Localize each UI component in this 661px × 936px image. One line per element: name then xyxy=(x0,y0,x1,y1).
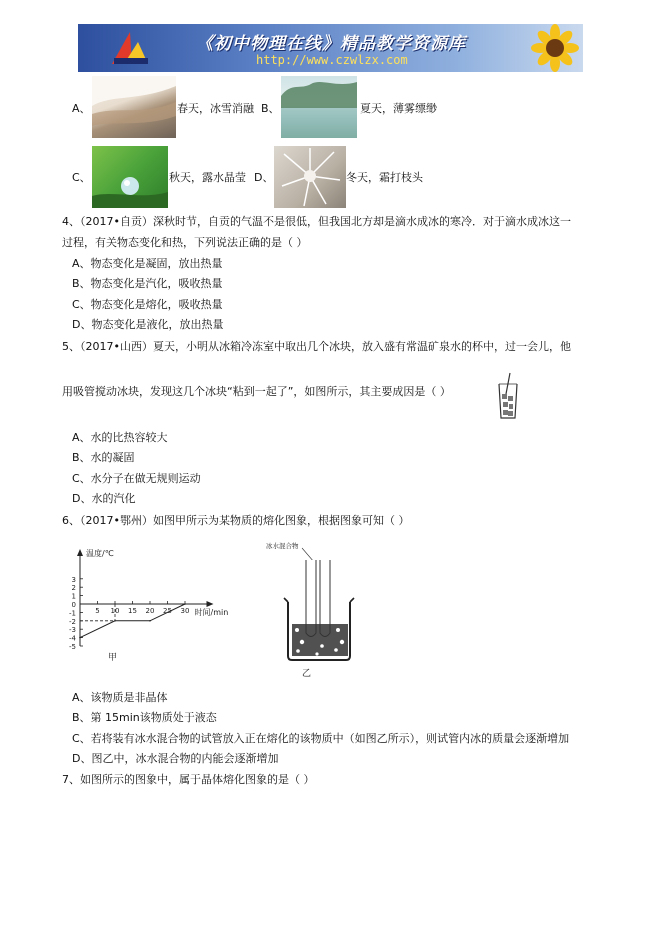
x-tick-label: 20 xyxy=(145,607,155,615)
frost-branch-photo-art xyxy=(274,146,346,208)
frost-branch-photo xyxy=(274,146,346,208)
q4-option-a: A、物态变化是凝固，放出热量 xyxy=(72,257,223,270)
y-tick-label: -4 xyxy=(69,634,76,643)
q5-option-c: C、水分子在做无规则运动 xyxy=(72,472,201,485)
x-tick-label: 15 xyxy=(128,607,137,615)
banner-url: http://www.czwlzx.com xyxy=(256,53,408,67)
y-tick-label: 3 xyxy=(71,575,76,584)
y-tick-label: 2 xyxy=(71,584,76,593)
y-tick-label: -2 xyxy=(69,617,76,626)
q4-stem-line1: 4、（2017•自贡）深秋时节，自贡的气温不是很低，但我国北方却是滴水成冰的寒冷．对于滴水成冰这一 xyxy=(62,215,571,228)
mist-lake-photo xyxy=(281,76,357,138)
y-axis-arrow-icon xyxy=(77,549,83,556)
y-tick-label: -3 xyxy=(69,626,76,635)
q3-option-b-label: B、 xyxy=(261,102,280,115)
y-tick-label: 0 xyxy=(71,601,76,609)
banner-title: 《初中物理在线》精品教学资源库 xyxy=(196,34,466,54)
chart-x-axis-label: 时间/min xyxy=(194,608,229,617)
q5-option-a: A、水的比热容较大 xyxy=(72,431,168,444)
sunflower-image xyxy=(527,24,579,72)
snow-melting-photo-art xyxy=(92,76,176,138)
chart-y-axis-label: 温度/℃ xyxy=(86,549,114,558)
melting-curve-point xyxy=(184,603,186,605)
snow-melting-photo xyxy=(92,76,176,138)
site-logo-icon xyxy=(108,28,152,68)
q7-stem: 7、如图所示的图象中，属于晶体熔化图象的是（ ） xyxy=(62,773,315,786)
y-tick-label: -1 xyxy=(69,609,76,618)
q6-stem: 6、（2017•鄂州）如图甲所示为某物质的熔化图象，根据图象可知（ ） xyxy=(62,514,410,527)
figure-yi-caption: 冰水混合物 xyxy=(266,542,299,550)
header-banner xyxy=(78,24,583,72)
melting-curve-point xyxy=(79,637,81,639)
q5-stem-line2: 用吸管搅动冰块，发现这几个冰块“粘到一起了”，如图所示，其主要成因是（ ） xyxy=(62,385,451,398)
x-tick-label: 25 xyxy=(163,607,172,615)
q4-option-b: B、物态变化是汽化，吸收热量 xyxy=(72,277,223,290)
mist-lake-photo-art xyxy=(281,76,357,138)
dew-drop-photo xyxy=(92,146,168,208)
q3-option-d-label: D、 xyxy=(254,171,274,184)
x-tick-label: 5 xyxy=(95,607,100,615)
q5-option-b: B、水的凝固 xyxy=(72,451,135,464)
caption-leader-line xyxy=(302,548,314,562)
q6-option-d: D、图乙中，冰水混合物的内能会逐渐增加 xyxy=(72,752,279,765)
q3-option-a-text: 春天，冰雪消融 xyxy=(177,102,254,115)
figure-yi-label: 乙 xyxy=(302,669,312,678)
figure-jia-label: 甲 xyxy=(108,653,118,663)
q4-stem-line2: 过程，有关物态变化和热，下列说法正确的是（ ） xyxy=(62,236,308,249)
q6-option-b: B、第 15min该物质处于液态 xyxy=(72,711,217,724)
y-tick-label: 1 xyxy=(71,592,76,601)
q6-option-a: A、该物质是非晶体 xyxy=(72,691,168,704)
beaker-test-tube-figure-yi xyxy=(262,538,362,678)
melting-graph-jia xyxy=(60,544,270,669)
x-tick-label: 30 xyxy=(180,607,190,615)
q3-option-a-label: A、 xyxy=(72,102,91,115)
q5-stem-line1: 5、（2017•山西）夏天，小明从冰箱冷冻室中取出几个冰块，放入盛有常温矿泉水的杯中，过一会儿，他 xyxy=(62,340,571,353)
x-axis-arrow-icon xyxy=(207,601,214,607)
q4-option-d: D、物态变化是液化，放出热量 xyxy=(72,318,224,331)
q5-option-d: D、水的汽化 xyxy=(72,492,136,505)
q6-option-c: C、若将装有冰水混合物的试管放入正在熔化的该物质中（如图乙所示），则试管内冰的质量会逐渐增加 xyxy=(72,732,570,745)
melting-curve-point xyxy=(149,620,151,622)
q3-option-b-text: 夏天，薄雾缥缈 xyxy=(360,102,437,115)
ice-cup-figure xyxy=(494,372,522,422)
beaker-rim xyxy=(284,598,354,602)
q4-option-c: C、物态变化是熔化，吸收热量 xyxy=(72,298,223,311)
melting-curve-point xyxy=(114,620,116,622)
q3-option-c-text: 秋天，露水晶莹 xyxy=(169,171,246,184)
q3-option-c-label: C、 xyxy=(72,171,91,184)
y-tick-label: -5 xyxy=(69,643,76,651)
melting-substance xyxy=(292,624,348,656)
dew-drop-photo-art xyxy=(92,146,168,208)
x-tick-label: 10 xyxy=(110,607,120,615)
q3-option-d-text: 冬天，霜打枝头 xyxy=(346,171,423,184)
